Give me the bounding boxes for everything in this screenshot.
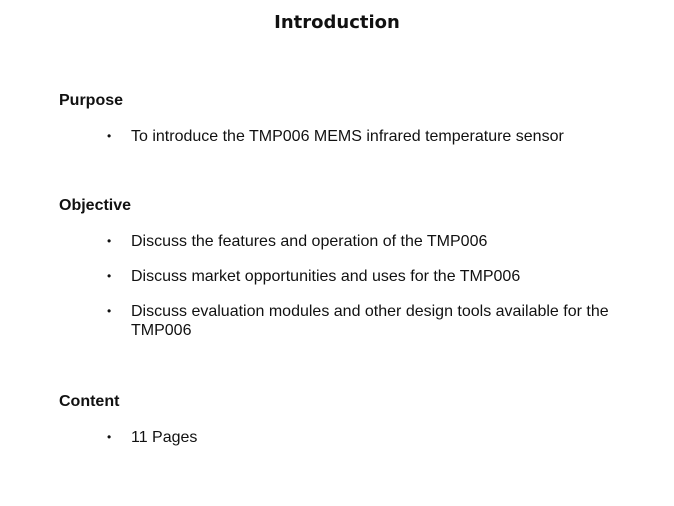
objective-heading: Objective <box>59 197 132 214</box>
bullet-icon: • <box>107 269 112 283</box>
list-item <box>59 302 659 340</box>
list-item <box>59 428 659 447</box>
content-section <box>59 392 659 447</box>
purpose-section <box>59 91 659 146</box>
list-item-text: Discuss evaluation modules and other design tools available for the TMP006 <box>131 303 609 339</box>
list-item-text: Discuss the features and operation of the TMP006 <box>131 233 488 250</box>
bullet-icon: • <box>107 304 112 318</box>
slide-title: Introduction <box>274 12 400 33</box>
bullet-icon: • <box>107 430 112 444</box>
list-item <box>59 127 659 146</box>
content-heading: Content <box>59 393 120 410</box>
list-item-text: To introduce the TMP006 MEMS infrared temperature sensor <box>131 128 564 145</box>
purpose-heading: Purpose <box>59 92 124 109</box>
bullet-icon: • <box>107 234 112 248</box>
list-item <box>59 267 659 286</box>
list-item-text: 11 Pages <box>131 429 198 446</box>
list-item-text: Discuss market opportunities and uses for the TMP006 <box>131 268 521 285</box>
objective-list <box>59 232 659 340</box>
list-item <box>59 232 659 251</box>
bullet-icon: • <box>107 129 112 143</box>
objective-section <box>59 196 659 340</box>
purpose-list <box>59 127 659 146</box>
content-list <box>59 428 659 447</box>
